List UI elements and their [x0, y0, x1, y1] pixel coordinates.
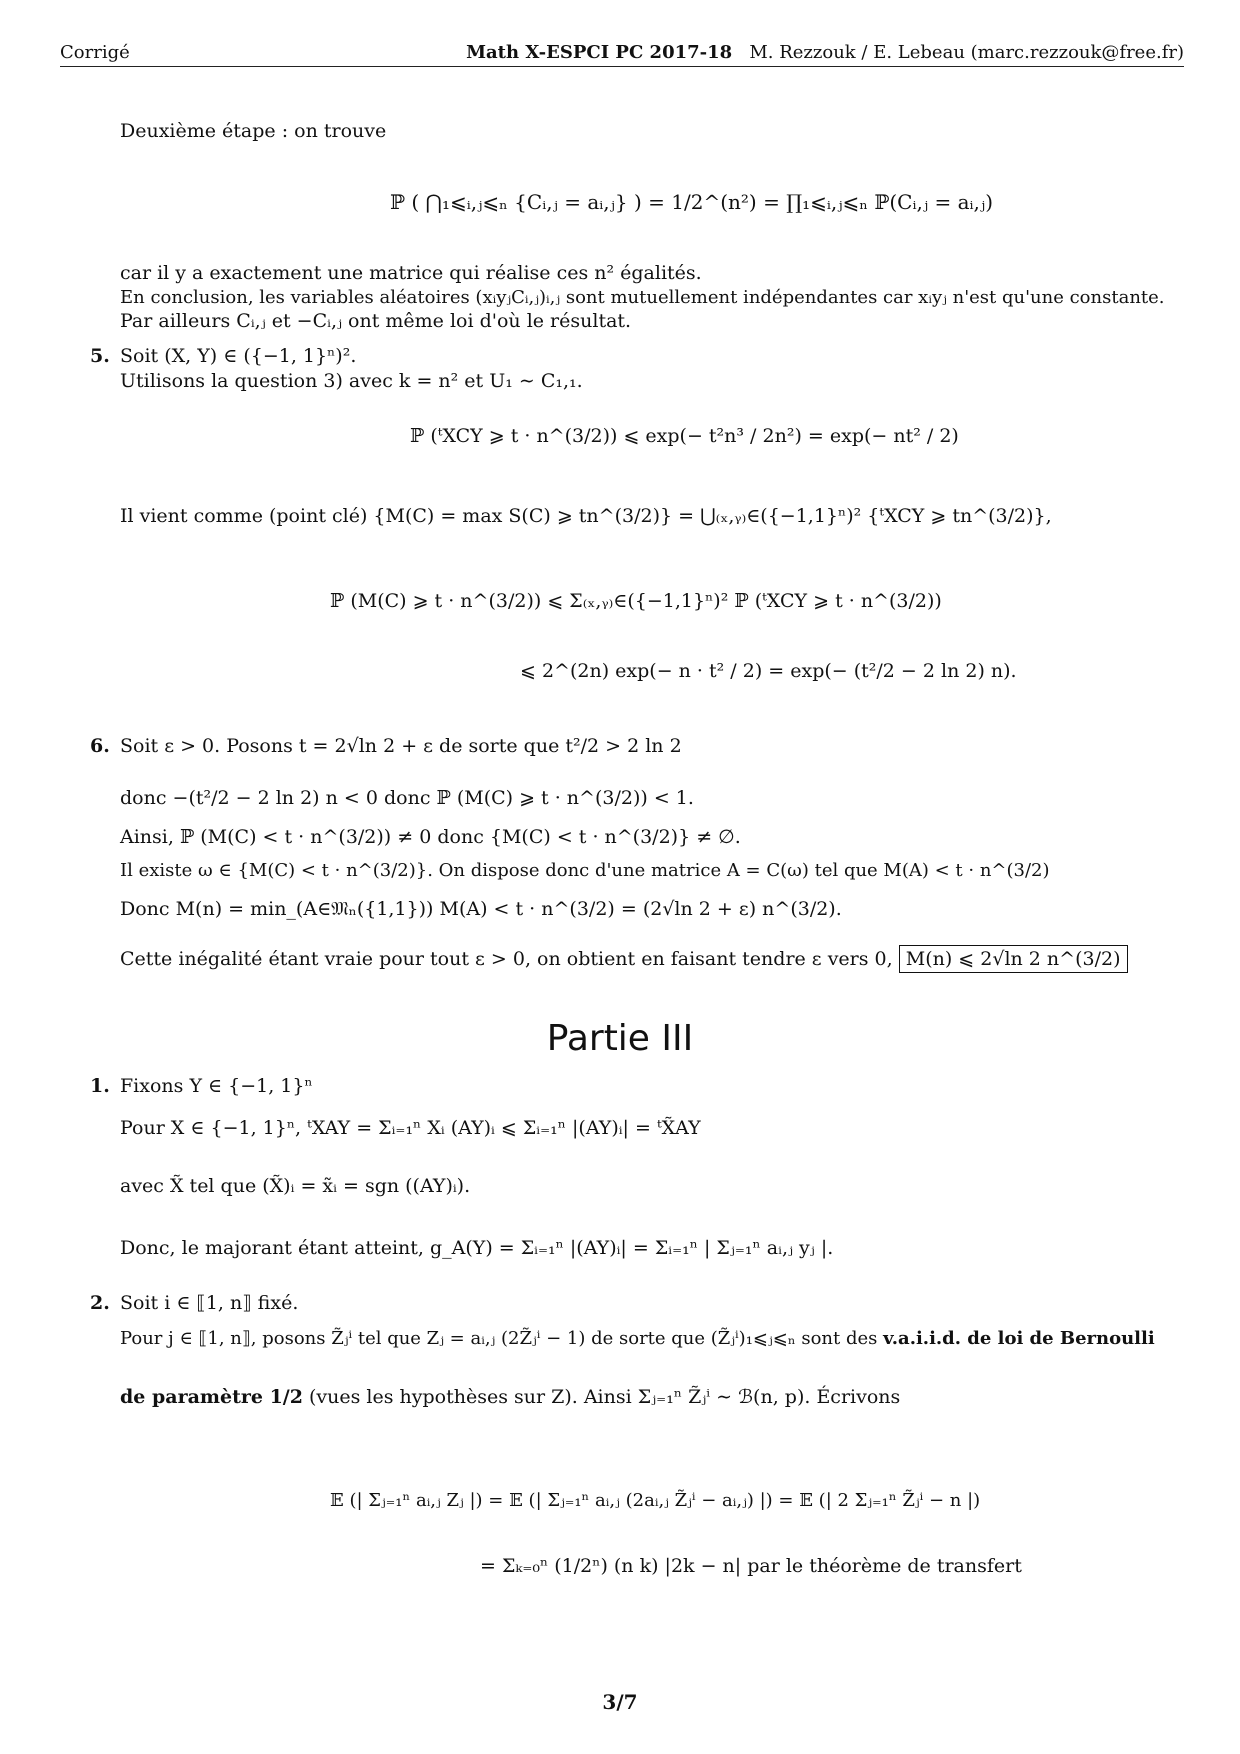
- text-line: Utilisons la question 3) avec k = n² et U₁ ∼ C₁,₁.: [120, 370, 583, 392]
- header-authors: M. Rezzouk / E. Lebeau (marc.rezzouk@free.fr): [749, 42, 1184, 63]
- q2-text: (vues les hypothèses sur Z). Ainsi Σⱼ₌₁ⁿ Z̃ⱼⁱ ∼ ℬ(n, p). Écrivons: [309, 1386, 901, 1408]
- question-number: 5.: [90, 345, 110, 367]
- equation: ⩽ 2^(2n) exp(− n · t² / 2) = exp(− (t²/2 − 2 ln 2) n).: [520, 660, 1017, 682]
- conclusion-text: Cette inégalité étant vraie pour tout ε > 0, on obtient en faisant tendre ε vers 0,: [120, 948, 893, 970]
- text-line: Donc M(n) = min_(A∈𝔐ₙ({1,1})) M(A) < t · n^(3/2) = (2√ln 2 + ε) n^(3/2).: [120, 898, 842, 920]
- question-number: 2.: [90, 1292, 110, 1314]
- text-line: [120, 1386, 900, 1408]
- text-line: Ainsi, ℙ (M(C) < t · n^(3/2)) ≠ 0 donc {M(C) < t · n^(3/2)} ≠ ∅.: [120, 826, 741, 848]
- boxed-result: M(n) ⩽ 2√ln 2 n^(3/2): [899, 945, 1128, 973]
- text-line: Il existe ω ∈ {M(C) < t · n^(3/2)}. On dispose donc d'une matrice A = C(ω) tel que M(A) < t · n^(3/2): [120, 860, 1050, 881]
- header-left: Corrigé: [60, 42, 130, 63]
- q2-bold: v.a.i.i.d. de loi de Bernoulli: [883, 1328, 1155, 1349]
- text-line: donc −(t²/2 − 2 ln 2) n < 0 donc ℙ (M(C) ⩾ t · n^(3/2)) < 1.: [120, 787, 694, 809]
- q2-bold: de paramètre 1/2: [120, 1386, 303, 1408]
- text-line: car il y a exactement une matrice qui réalise ces n² égalités.: [120, 262, 702, 284]
- text-line: Par ailleurs Cᵢ,ⱼ et −Cᵢ,ⱼ ont même loi d'où le résultat.: [120, 310, 632, 332]
- equation: ℙ (ᵗXCY ⩾ t · n^(3/2)) ⩽ exp(− t²n³ / 2n²) = exp(− nt² / 2): [410, 425, 959, 447]
- header-title: Math X-ESPCI PC 2017-18: [466, 42, 733, 63]
- header-rule: [60, 66, 1184, 67]
- text-line: Il vient comme (point clé) {M(C) = max S(C) ⩾ tn^(3/2)} = ⋃₍ₓ,ᵧ₎∈({−1,1}ⁿ)² {ᵗXCY ⩾ tn^(3/2)},: [120, 505, 1052, 527]
- equation: 𝔼 (| Σⱼ₌₁ⁿ aᵢ,ⱼ Zⱼ |) = 𝔼 (| Σⱼ₌₁ⁿ aᵢ,ⱼ (2aᵢ,ⱼ Z̃ⱼⁱ − aᵢ,ⱼ) |) = 𝔼 (| 2 Σⱼ₌₁ⁿ Z̃ⱼⁱ − n |): [330, 1490, 981, 1511]
- question-number: 6.: [90, 735, 110, 757]
- equation: = Σₖ₌₀ⁿ (1/2ⁿ) (n k) |2k − n| par le théorème de transfert: [480, 1555, 1022, 1577]
- section-title: Partie III: [546, 1018, 694, 1059]
- text-line: Pour X ∈ {−1, 1}ⁿ, ᵗXAY = Σᵢ₌₁ⁿ Xᵢ (AY)ᵢ ⩽ Σᵢ₌₁ⁿ |(AY)ᵢ| = ᵗX̃AY: [120, 1117, 701, 1139]
- text-line: Soit (X, Y) ∈ ({−1, 1}ⁿ)².: [120, 345, 357, 367]
- text-line: [120, 948, 1128, 970]
- text-line: [120, 1328, 1155, 1349]
- question-number: 1.: [90, 1075, 110, 1097]
- page-number: 3/7: [602, 1690, 638, 1714]
- text-line: Soit ε > 0. Posons t = 2√ln 2 + ε de sorte que t²/2 > 2 ln 2: [120, 735, 682, 757]
- header-right: [466, 42, 1184, 63]
- text-line: avec X̃ tel que (X̃)ᵢ = x̃ᵢ = sgn ((AY)ᵢ).: [120, 1175, 471, 1197]
- equation: ℙ (M(C) ⩾ t · n^(3/2)) ⩽ Σ₍ₓ,ᵧ₎∈({−1,1}ⁿ)² ℙ (ᵗXCY ⩾ t · n^(3/2)): [330, 590, 942, 612]
- text-line: Donc, le majorant étant atteint, g_A(Y) = Σᵢ₌₁ⁿ |(AY)ᵢ| = Σᵢ₌₁ⁿ | Σⱼ₌₁ⁿ aᵢ,ⱼ yⱼ |.: [120, 1237, 834, 1259]
- text-line: Soit i ∈ ⟦1, n⟧ fixé.: [120, 1292, 299, 1314]
- q2-text: Pour j ∈ ⟦1, n⟧, posons Z̃ⱼⁱ tel que Zⱼ = aᵢ,ⱼ (2Z̃ⱼⁱ − 1) de sorte que (Z̃ⱼⁱ)₁⩽ⱼ⩽ₙ sont des: [120, 1328, 878, 1349]
- equation: ℙ ( ⋂₁⩽ᵢ,ⱼ⩽ₙ {Cᵢ,ⱼ = aᵢ,ⱼ} ) = 1/2^(n²) = ∏₁⩽ᵢ,ⱼ⩽ₙ ℙ(Cᵢ,ⱼ = aᵢ,ⱼ): [390, 190, 993, 214]
- text-line: Deuxième étape : on trouve: [120, 120, 387, 142]
- text-line: Fixons Y ∈ {−1, 1}ⁿ: [120, 1075, 313, 1097]
- text-line: En conclusion, les variables aléatoires (xᵢyⱼCᵢ,ⱼ)ᵢ,ⱼ sont mutuellement indépendantes car xᵢyⱼ n'est qu'une constante.: [120, 287, 1165, 308]
